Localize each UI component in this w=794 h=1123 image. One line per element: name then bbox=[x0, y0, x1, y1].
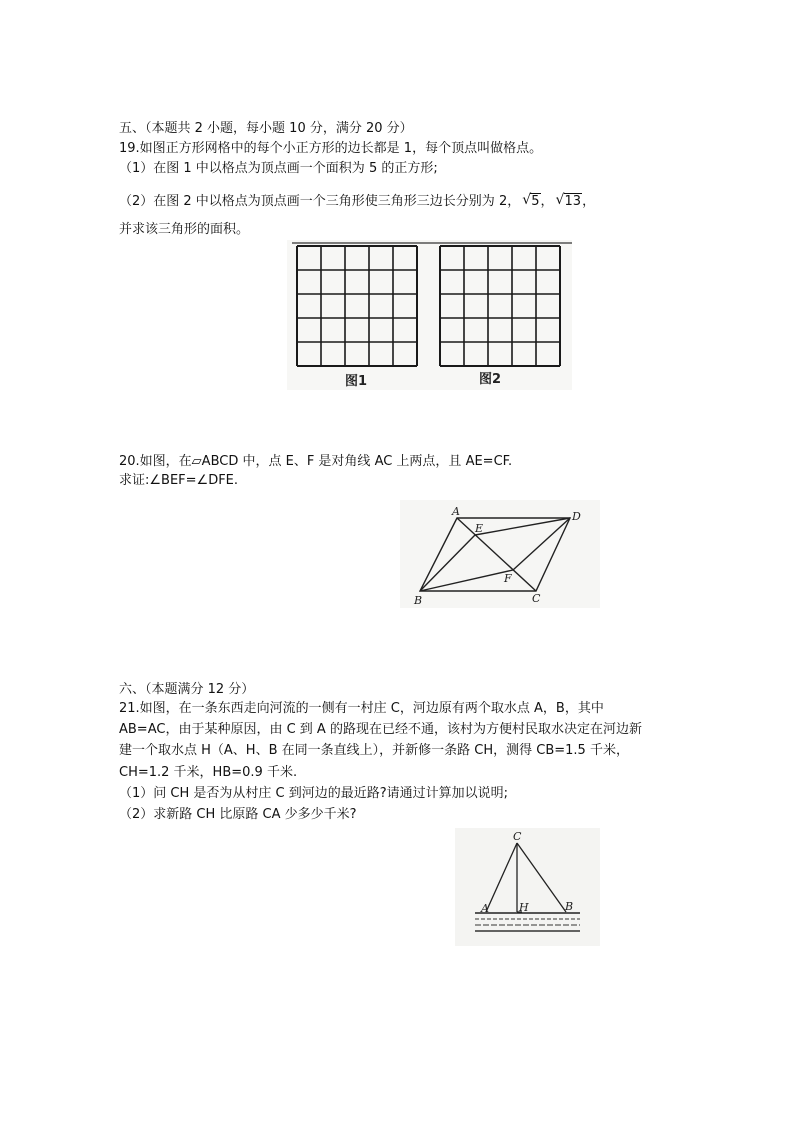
label-h: H bbox=[519, 901, 529, 914]
q21-part2: （2）求新路 CH 比原路 CA 少多少千米? bbox=[119, 807, 357, 822]
q21-river-figure bbox=[455, 828, 600, 946]
sqrt-13: √ 13 bbox=[555, 192, 582, 209]
label-b: B bbox=[414, 594, 423, 607]
comma-2: ， bbox=[582, 194, 596, 209]
label-a: A bbox=[452, 505, 460, 518]
q19-part1: （1）在图 1 中以格点为顶点画一个面积为 5 的正方形; bbox=[119, 161, 438, 176]
q20-parallelogram-figure bbox=[400, 500, 600, 608]
label-d: D bbox=[572, 510, 581, 523]
q21-figure-background bbox=[455, 828, 600, 946]
q21-line2: AB=AC，由于某种原因，由 C 到 A 的路现在已经不通，该村为方便村民取水决定在河边新 bbox=[119, 722, 642, 737]
label-a: A bbox=[481, 902, 489, 915]
sqrt-5-value: 5 bbox=[531, 194, 540, 209]
q19-part2-text: （2）在图 2 中以格点为顶点画一个三角形使三角形三边长分别为 2， bbox=[119, 194, 521, 209]
comma-1: ， bbox=[540, 194, 554, 209]
q20-stem: 20.如图，在▱ABCD 中，点 E、F 是对角线 AC 上两点，且 AE=CF. bbox=[119, 454, 513, 469]
fig2-caption: 图2 bbox=[479, 372, 502, 387]
sqrt-5: √ 5 bbox=[522, 192, 540, 209]
q20-figure-background bbox=[400, 500, 600, 608]
label-c: C bbox=[532, 592, 541, 605]
section-5-header: 五、（本题共 2 小题，每小题 10 分，满分 20 分） bbox=[119, 121, 413, 136]
q20-prove: 求证:∠BEF=∠DFE. bbox=[119, 473, 239, 488]
q19-figure-background bbox=[287, 240, 572, 390]
label-f: F bbox=[504, 572, 512, 585]
q19-grid-figure bbox=[287, 240, 572, 395]
section-6-header: 六、（本题满分 12 分） bbox=[119, 682, 255, 697]
fig1-caption: 图1 bbox=[345, 374, 368, 389]
label-c: C bbox=[513, 830, 522, 843]
label-e: E bbox=[475, 522, 484, 535]
q21-line4: CH=1.2 千米，HB=0.9 千米. bbox=[119, 765, 298, 780]
q21-part1: （1）问 CH 是否为从村庄 C 到河边的最近路?请通过计算加以说明; bbox=[119, 786, 509, 801]
q21-line3: 建一个取水点 H（A、H、B 在同一条直线上），并新修一条路 CH，测得 CB=1.5 千米， bbox=[119, 743, 629, 758]
label-b: B bbox=[565, 900, 574, 913]
q19-stem: 19.如图正方形网格中的每个小正方形的边长都是 1，每个顶点叫做格点。 bbox=[119, 141, 543, 156]
sqrt-13-value: 13 bbox=[564, 194, 582, 209]
q19-part2-continuation: 并求该三角形的面积。 bbox=[119, 222, 250, 237]
q19-part2 bbox=[119, 193, 595, 211]
q21-line1: 21.如图，在一条东西走向河流的一侧有一村庄 C，河边原有两个取水点 A，B，其中 bbox=[119, 701, 604, 716]
